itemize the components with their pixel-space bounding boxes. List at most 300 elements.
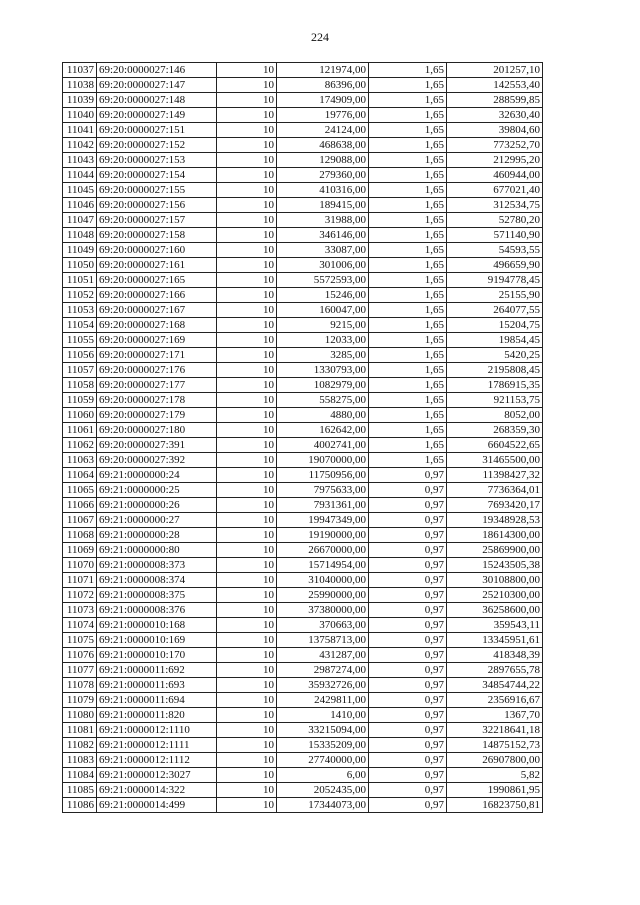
class-cell: 10 [217, 633, 277, 648]
area-cell: 17344073,00 [277, 798, 369, 813]
table-row [63, 633, 543, 648]
cadastral-number-cell: 69:20:0000027:391 [97, 438, 217, 453]
row-number-cell: 11075 [63, 633, 97, 648]
area-cell: 15714954,00 [277, 558, 369, 573]
class-cell: 10 [217, 108, 277, 123]
class-cell: 10 [217, 198, 277, 213]
row-number-cell: 11070 [63, 558, 97, 573]
class-cell: 10 [217, 303, 277, 318]
coefficient-cell: 1,65 [369, 93, 447, 108]
area-cell: 31040000,00 [277, 573, 369, 588]
table-row [63, 723, 543, 738]
class-cell: 10 [217, 378, 277, 393]
cadastral-number-cell: 69:20:0000027:178 [97, 393, 217, 408]
area-cell: 431287,00 [277, 648, 369, 663]
cadastral-number-cell: 69:21:0000008:376 [97, 603, 217, 618]
value-cell: 25155,90 [447, 288, 543, 303]
row-number-cell: 11073 [63, 603, 97, 618]
area-cell: 24124,00 [277, 123, 369, 138]
table-row [63, 363, 543, 378]
table-row [63, 513, 543, 528]
cadastral-number-cell: 69:21:0000010:170 [97, 648, 217, 663]
table-row [63, 528, 543, 543]
area-cell: 7931361,00 [277, 498, 369, 513]
class-cell: 10 [217, 543, 277, 558]
table-row [63, 303, 543, 318]
table-body [63, 63, 543, 813]
table-row [63, 78, 543, 93]
class-cell: 10 [217, 423, 277, 438]
table-row [63, 468, 543, 483]
value-cell: 19348928,53 [447, 513, 543, 528]
class-cell: 10 [217, 228, 277, 243]
cadastral-number-cell: 69:21:0000000:80 [97, 543, 217, 558]
row-number-cell: 11081 [63, 723, 97, 738]
value-cell: 2195808,45 [447, 363, 543, 378]
class-cell: 10 [217, 528, 277, 543]
coefficient-cell: 1,65 [369, 453, 447, 468]
cadastral-number-cell: 69:20:0000027:161 [97, 258, 217, 273]
table-row [63, 768, 543, 783]
land-registry-table [62, 62, 543, 813]
row-number-cell: 11050 [63, 258, 97, 273]
cadastral-number-cell: 69:21:0000000:26 [97, 498, 217, 513]
value-cell: 1990861,95 [447, 783, 543, 798]
table-row [63, 288, 543, 303]
value-cell: 34854744,22 [447, 678, 543, 693]
value-cell: 19854,45 [447, 333, 543, 348]
class-cell: 10 [217, 723, 277, 738]
value-cell: 54593,55 [447, 243, 543, 258]
cadastral-number-cell: 69:21:0000000:27 [97, 513, 217, 528]
area-cell: 346146,00 [277, 228, 369, 243]
class-cell: 10 [217, 648, 277, 663]
value-cell: 201257,10 [447, 63, 543, 78]
area-cell: 15246,00 [277, 288, 369, 303]
table-row [63, 123, 543, 138]
area-cell: 189415,00 [277, 198, 369, 213]
table-row [63, 648, 543, 663]
area-cell: 2052435,00 [277, 783, 369, 798]
row-number-cell: 11063 [63, 453, 97, 468]
row-number-cell: 11062 [63, 438, 97, 453]
row-number-cell: 11076 [63, 648, 97, 663]
cadastral-number-cell: 69:21:0000011:693 [97, 678, 217, 693]
coefficient-cell: 1,65 [369, 333, 447, 348]
class-cell: 10 [217, 588, 277, 603]
cadastral-number-cell: 69:20:0000027:167 [97, 303, 217, 318]
row-number-cell: 11064 [63, 468, 97, 483]
row-number-cell: 11084 [63, 768, 97, 783]
area-cell: 1330793,00 [277, 363, 369, 378]
row-number-cell: 11038 [63, 78, 97, 93]
class-cell: 10 [217, 708, 277, 723]
row-number-cell: 11059 [63, 393, 97, 408]
cadastral-number-cell: 69:21:0000011:692 [97, 663, 217, 678]
coefficient-cell: 1,65 [369, 408, 447, 423]
area-cell: 7975633,00 [277, 483, 369, 498]
table-row [63, 63, 543, 78]
cadastral-number-cell: 69:20:0000027:149 [97, 108, 217, 123]
coefficient-cell: 1,65 [369, 303, 447, 318]
value-cell: 1786915,35 [447, 378, 543, 393]
cadastral-number-cell: 69:20:0000027:160 [97, 243, 217, 258]
row-number-cell: 11056 [63, 348, 97, 363]
value-cell: 16823750,81 [447, 798, 543, 813]
value-cell: 25210300,00 [447, 588, 543, 603]
class-cell: 10 [217, 288, 277, 303]
coefficient-cell: 0,97 [369, 678, 447, 693]
area-cell: 558275,00 [277, 393, 369, 408]
table-row [63, 708, 543, 723]
coefficient-cell: 1,65 [369, 273, 447, 288]
coefficient-cell: 1,65 [369, 213, 447, 228]
table-row [63, 213, 543, 228]
coefficient-cell: 1,65 [369, 153, 447, 168]
area-cell: 33215094,00 [277, 723, 369, 738]
class-cell: 10 [217, 663, 277, 678]
cadastral-number-cell: 69:20:0000027:154 [97, 168, 217, 183]
row-number-cell: 11042 [63, 138, 97, 153]
coefficient-cell: 1,65 [369, 438, 447, 453]
coefficient-cell: 1,65 [369, 393, 447, 408]
table-row [63, 798, 543, 813]
class-cell: 10 [217, 168, 277, 183]
cadastral-number-cell: 69:20:0000027:180 [97, 423, 217, 438]
class-cell: 10 [217, 63, 277, 78]
value-cell: 7736364,01 [447, 483, 543, 498]
area-cell: 86396,00 [277, 78, 369, 93]
coefficient-cell: 1,65 [369, 168, 447, 183]
area-cell: 12033,00 [277, 333, 369, 348]
table-row [63, 573, 543, 588]
table-row [63, 168, 543, 183]
class-cell: 10 [217, 513, 277, 528]
value-cell: 460944,00 [447, 168, 543, 183]
row-number-cell: 11068 [63, 528, 97, 543]
row-number-cell: 11043 [63, 153, 97, 168]
value-cell: 32630,40 [447, 108, 543, 123]
coefficient-cell: 0,97 [369, 723, 447, 738]
value-cell: 15204,75 [447, 318, 543, 333]
row-number-cell: 11067 [63, 513, 97, 528]
area-cell: 2987274,00 [277, 663, 369, 678]
class-cell: 10 [217, 273, 277, 288]
cadastral-number-cell: 69:21:0000000:24 [97, 468, 217, 483]
area-cell: 129088,00 [277, 153, 369, 168]
coefficient-cell: 1,65 [369, 123, 447, 138]
row-number-cell: 11055 [63, 333, 97, 348]
cadastral-number-cell: 69:20:0000027:166 [97, 288, 217, 303]
row-number-cell: 11041 [63, 123, 97, 138]
value-cell: 31465500,00 [447, 453, 543, 468]
cadastral-number-cell: 69:21:0000012:1111 [97, 738, 217, 753]
row-number-cell: 11058 [63, 378, 97, 393]
class-cell: 10 [217, 573, 277, 588]
class-cell: 10 [217, 753, 277, 768]
page-number: 224 [311, 30, 329, 44]
class-cell: 10 [217, 618, 277, 633]
row-number-cell: 11051 [63, 273, 97, 288]
area-cell: 2429811,00 [277, 693, 369, 708]
cadastral-number-cell: 69:20:0000027:392 [97, 453, 217, 468]
coefficient-cell: 0,97 [369, 783, 447, 798]
value-cell: 212995,20 [447, 153, 543, 168]
row-number-cell: 11066 [63, 498, 97, 513]
table-row [63, 393, 543, 408]
class-cell: 10 [217, 318, 277, 333]
area-cell: 279360,00 [277, 168, 369, 183]
class-cell: 10 [217, 78, 277, 93]
table-row [63, 438, 543, 453]
coefficient-cell: 0,97 [369, 738, 447, 753]
class-cell: 10 [217, 363, 277, 378]
cadastral-number-cell: 69:21:0000011:694 [97, 693, 217, 708]
coefficient-cell: 1,65 [369, 183, 447, 198]
class-cell: 10 [217, 393, 277, 408]
area-cell: 19776,00 [277, 108, 369, 123]
value-cell: 264077,55 [447, 303, 543, 318]
class-cell: 10 [217, 348, 277, 363]
class-cell: 10 [217, 438, 277, 453]
coefficient-cell: 0,97 [369, 588, 447, 603]
value-cell: 496659,90 [447, 258, 543, 273]
value-cell: 5420,25 [447, 348, 543, 363]
cadastral-number-cell: 69:20:0000027:147 [97, 78, 217, 93]
row-number-cell: 11053 [63, 303, 97, 318]
table-row [63, 183, 543, 198]
table-row [63, 693, 543, 708]
coefficient-cell: 0,97 [369, 663, 447, 678]
class-cell: 10 [217, 183, 277, 198]
table-row [63, 108, 543, 123]
cadastral-number-cell: 69:21:0000008:373 [97, 558, 217, 573]
area-cell: 11750956,00 [277, 468, 369, 483]
table-row [63, 333, 543, 348]
cadastral-number-cell: 69:20:0000027:148 [97, 93, 217, 108]
area-cell: 19190000,00 [277, 528, 369, 543]
area-cell: 25990000,00 [277, 588, 369, 603]
coefficient-cell: 1,65 [369, 378, 447, 393]
value-cell: 8052,00 [447, 408, 543, 423]
coefficient-cell: 1,65 [369, 198, 447, 213]
area-cell: 31988,00 [277, 213, 369, 228]
value-cell: 921153,75 [447, 393, 543, 408]
class-cell: 10 [217, 93, 277, 108]
cadastral-number-cell: 69:20:0000027:155 [97, 183, 217, 198]
row-number-cell: 11054 [63, 318, 97, 333]
table-row [63, 273, 543, 288]
value-cell: 9194778,45 [447, 273, 543, 288]
coefficient-cell: 0,97 [369, 708, 447, 723]
coefficient-cell: 0,97 [369, 528, 447, 543]
cadastral-number-cell: 69:20:0000027:177 [97, 378, 217, 393]
row-number-cell: 11065 [63, 483, 97, 498]
class-cell: 10 [217, 483, 277, 498]
coefficient-cell: 0,97 [369, 633, 447, 648]
cadastral-number-cell: 69:20:0000027:157 [97, 213, 217, 228]
area-cell: 26670000,00 [277, 543, 369, 558]
class-cell: 10 [217, 768, 277, 783]
row-number-cell: 11079 [63, 693, 97, 708]
coefficient-cell: 1,65 [369, 348, 447, 363]
coefficient-cell: 0,97 [369, 648, 447, 663]
table-row [63, 558, 543, 573]
cadastral-number-cell: 69:21:0000008:374 [97, 573, 217, 588]
row-number-cell: 11048 [63, 228, 97, 243]
cadastral-number-cell: 69:20:0000027:151 [97, 123, 217, 138]
table-row [63, 603, 543, 618]
coefficient-cell: 1,65 [369, 318, 447, 333]
table-row [63, 258, 543, 273]
table-row [63, 93, 543, 108]
coefficient-cell: 0,97 [369, 573, 447, 588]
coefficient-cell: 1,65 [369, 258, 447, 273]
coefficient-cell: 1,65 [369, 138, 447, 153]
class-cell: 10 [217, 678, 277, 693]
coefficient-cell: 0,97 [369, 558, 447, 573]
cadastral-number-cell: 69:20:0000027:152 [97, 138, 217, 153]
coefficient-cell: 0,97 [369, 468, 447, 483]
table-row [63, 243, 543, 258]
cadastral-number-cell: 69:21:0000012:3027 [97, 768, 217, 783]
area-cell: 19070000,00 [277, 453, 369, 468]
class-cell: 10 [217, 213, 277, 228]
row-number-cell: 11082 [63, 738, 97, 753]
cadastral-number-cell: 69:20:0000027:156 [97, 198, 217, 213]
area-cell: 1410,00 [277, 708, 369, 723]
cadastral-number-cell: 69:21:0000014:499 [97, 798, 217, 813]
table-row [63, 348, 543, 363]
area-cell: 27740000,00 [277, 753, 369, 768]
area-cell: 468638,00 [277, 138, 369, 153]
coefficient-cell: 1,65 [369, 78, 447, 93]
coefficient-cell: 1,65 [369, 423, 447, 438]
table-row [63, 408, 543, 423]
row-number-cell: 11046 [63, 198, 97, 213]
value-cell: 39804,60 [447, 123, 543, 138]
coefficient-cell: 0,97 [369, 798, 447, 813]
row-number-cell: 11061 [63, 423, 97, 438]
table-row [63, 618, 543, 633]
coefficient-cell: 1,65 [369, 108, 447, 123]
cadastral-number-cell: 69:20:0000027:158 [97, 228, 217, 243]
table-row [63, 783, 543, 798]
value-cell: 26907800,00 [447, 753, 543, 768]
cadastral-number-cell: 69:21:0000012:1112 [97, 753, 217, 768]
cadastral-number-cell: 69:21:0000008:375 [97, 588, 217, 603]
cadastral-number-cell: 69:21:0000010:169 [97, 633, 217, 648]
area-cell: 162642,00 [277, 423, 369, 438]
row-number-cell: 11074 [63, 618, 97, 633]
class-cell: 10 [217, 693, 277, 708]
area-cell: 13758713,00 [277, 633, 369, 648]
class-cell: 10 [217, 558, 277, 573]
value-cell: 32218641,18 [447, 723, 543, 738]
value-cell: 13345951,61 [447, 633, 543, 648]
area-cell: 1082979,00 [277, 378, 369, 393]
value-cell: 312534,75 [447, 198, 543, 213]
table-row [63, 318, 543, 333]
area-cell: 35932726,00 [277, 678, 369, 693]
area-cell: 5572593,00 [277, 273, 369, 288]
row-number-cell: 11045 [63, 183, 97, 198]
area-cell: 3285,00 [277, 348, 369, 363]
value-cell: 6604522,65 [447, 438, 543, 453]
cadastral-number-cell: 69:21:0000000:25 [97, 483, 217, 498]
cadastral-number-cell: 69:20:0000027:146 [97, 63, 217, 78]
class-cell: 10 [217, 333, 277, 348]
value-cell: 5,82 [447, 768, 543, 783]
table-row [63, 678, 543, 693]
value-cell: 571140,90 [447, 228, 543, 243]
table-row [63, 228, 543, 243]
cadastral-number-cell: 69:21:0000010:168 [97, 618, 217, 633]
row-number-cell: 11047 [63, 213, 97, 228]
area-cell: 37380000,00 [277, 603, 369, 618]
area-cell: 4002741,00 [277, 438, 369, 453]
cadastral-number-cell: 69:20:0000027:171 [97, 348, 217, 363]
coefficient-cell: 0,97 [369, 543, 447, 558]
coefficient-cell: 1,65 [369, 243, 447, 258]
area-cell: 9215,00 [277, 318, 369, 333]
value-cell: 773252,70 [447, 138, 543, 153]
row-number-cell: 11039 [63, 93, 97, 108]
value-cell: 18614300,00 [447, 528, 543, 543]
coefficient-cell: 0,97 [369, 618, 447, 633]
coefficient-cell: 0,97 [369, 513, 447, 528]
value-cell: 52780,20 [447, 213, 543, 228]
cadastral-number-cell: 69:21:0000014:322 [97, 783, 217, 798]
value-cell: 2356916,67 [447, 693, 543, 708]
cadastral-number-cell: 69:20:0000027:165 [97, 273, 217, 288]
area-cell: 410316,00 [277, 183, 369, 198]
cadastral-number-cell: 69:21:0000011:820 [97, 708, 217, 723]
table-row [63, 738, 543, 753]
value-cell: 677021,40 [447, 183, 543, 198]
table-row [63, 453, 543, 468]
class-cell: 10 [217, 408, 277, 423]
coefficient-cell: 0,97 [369, 693, 447, 708]
table-row [63, 483, 543, 498]
coefficient-cell: 1,65 [369, 288, 447, 303]
row-number-cell: 11037 [63, 63, 97, 78]
coefficient-cell: 1,65 [369, 363, 447, 378]
class-cell: 10 [217, 153, 277, 168]
table-row [63, 663, 543, 678]
class-cell: 10 [217, 603, 277, 618]
class-cell: 10 [217, 243, 277, 258]
cadastral-number-cell: 69:20:0000027:179 [97, 408, 217, 423]
coefficient-cell: 1,65 [369, 228, 447, 243]
cadastral-number-cell: 69:20:0000027:169 [97, 333, 217, 348]
coefficient-cell: 0,97 [369, 768, 447, 783]
value-cell: 1367,70 [447, 708, 543, 723]
area-cell: 6,00 [277, 768, 369, 783]
row-number-cell: 11060 [63, 408, 97, 423]
area-cell: 33087,00 [277, 243, 369, 258]
value-cell: 142553,40 [447, 78, 543, 93]
value-cell: 11398427,32 [447, 468, 543, 483]
class-cell: 10 [217, 258, 277, 273]
row-number-cell: 11086 [63, 798, 97, 813]
value-cell: 30108800,00 [447, 573, 543, 588]
cadastral-number-cell: 69:21:0000012:1110 [97, 723, 217, 738]
class-cell: 10 [217, 138, 277, 153]
table-row [63, 198, 543, 213]
table-row [63, 138, 543, 153]
row-number-cell: 11049 [63, 243, 97, 258]
